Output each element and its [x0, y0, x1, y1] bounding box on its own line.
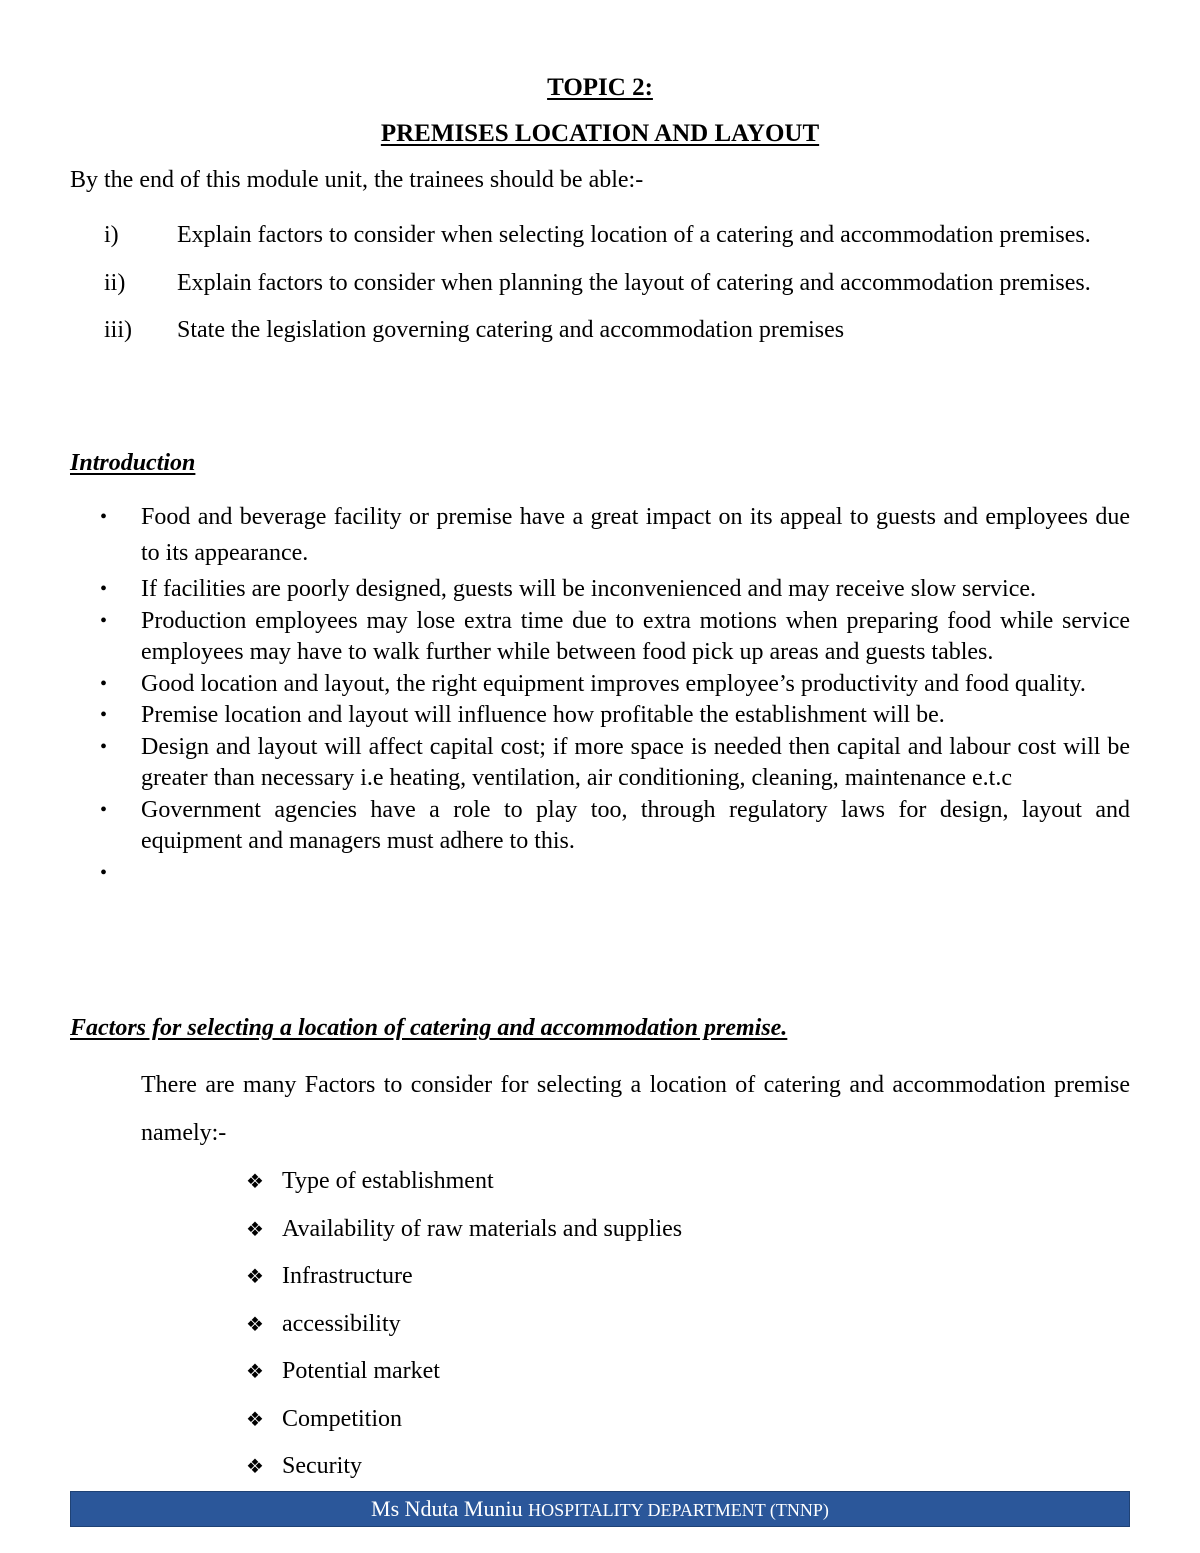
- diamond-bullet-icon: ❖: [246, 1456, 264, 1479]
- factor-text: Type of establishment: [282, 1168, 494, 1195]
- bullet-icon: •: [100, 861, 108, 884]
- introduction-heading: Introduction: [70, 450, 196, 476]
- bullet-icon: •: [100, 506, 108, 528]
- list-item: [246, 1158, 682, 1206]
- factors-list: [246, 1158, 682, 1491]
- list-item: [100, 574, 1130, 606]
- page-title: PREMISES LOCATION AND LAYOUT: [380, 120, 820, 147]
- factors-heading: Factors for selecting a location of catering and accommodation premise.: [70, 1015, 788, 1041]
- bullet-text: [141, 858, 1130, 890]
- bullet-text: Design and layout will affect capital cost; if more space is needed then capital and labour cost will be greater than necessary i.e heating, ventilation, air conditioning, cleaning, maintenance e.t.c: [141, 733, 1130, 791]
- factor-text: Infrastructure: [282, 1263, 413, 1290]
- list-item: [246, 1301, 682, 1349]
- diamond-bullet-icon: ❖: [246, 1408, 264, 1431]
- objective-number: iii): [104, 317, 132, 343]
- list-item: [100, 795, 1130, 858]
- factor-text: Competition: [282, 1405, 402, 1432]
- list-item: [246, 1348, 682, 1396]
- factor-text: accessibility: [282, 1310, 401, 1337]
- list-item: [246, 1443, 682, 1491]
- list-item: [100, 732, 1130, 795]
- objective-item: [70, 307, 1130, 355]
- bullet-icon: •: [100, 798, 108, 821]
- diamond-bullet-icon: ❖: [246, 1313, 264, 1336]
- bullet-icon: •: [100, 704, 108, 726]
- factors-intro-paragraph: There are many Factors to consider for selecting a location of catering and accommodation premise namely:-: [141, 1072, 1130, 1146]
- objective-text: State the legislation governing catering and accommodation premises: [177, 317, 845, 343]
- objective-number: i): [104, 222, 119, 248]
- page-footer: [70, 1491, 1130, 1527]
- objective-item: [70, 212, 1130, 260]
- list-item: [100, 858, 1130, 890]
- bullet-icon: •: [100, 672, 108, 695]
- list-item: [100, 499, 1130, 571]
- objective-item: [70, 260, 1130, 308]
- diamond-bullet-icon: ❖: [246, 1361, 264, 1384]
- bullet-text: If facilities are poorly designed, guests will be inconvenienced and may receive slow service.: [141, 576, 1037, 602]
- footer-author: Ms Nduta Muniu: [371, 1496, 523, 1521]
- objectives-lead: By the end of this module unit, the trainees should be able:-: [70, 167, 644, 193]
- topic-number: TOPIC 2:: [547, 74, 653, 101]
- diamond-bullet-icon: ❖: [246, 1218, 264, 1241]
- factor-text: Security: [282, 1453, 362, 1480]
- bullet-text: Food and beverage facility or premise have a great impact on its appeal to guests and employees due to its appearance.: [141, 504, 1130, 566]
- bullet-text: Good location and layout, the right equipment improves employee’s productivity and food quality.: [141, 670, 1086, 697]
- bullet-text: Premise location and layout will influence how profitable the establishment will be.: [141, 702, 945, 728]
- bullet-icon: •: [100, 609, 108, 632]
- factor-text: Availability of raw materials and supplies: [282, 1215, 683, 1242]
- list-item: [246, 1396, 682, 1444]
- list-item: [246, 1206, 682, 1254]
- diamond-bullet-icon: ❖: [246, 1171, 264, 1194]
- footer-department: HOSPITALITY DEPARTMENT (TNNP): [528, 1500, 829, 1520]
- introduction-bullet-list: [100, 499, 1130, 889]
- objective-text: Explain factors to consider when planning the layout of catering and accommodation premises.: [177, 269, 1091, 296]
- list-item: [246, 1253, 682, 1301]
- list-item: [100, 606, 1130, 669]
- list-item: [100, 700, 1130, 732]
- list-item: [100, 669, 1130, 701]
- objectives-list: [70, 212, 1130, 355]
- objective-number: ii): [104, 269, 126, 296]
- bullet-icon: •: [100, 578, 108, 600]
- bullet-text: Government agencies have a role to play too, through regulatory laws for design, layout and equipment and managers must adhere to this.: [141, 796, 1130, 854]
- bullet-icon: •: [100, 735, 108, 758]
- bullet-text: Production employees may lose extra time due to extra motions when preparing food while service employees may have to walk further while between food pick up areas and guests tables.: [141, 607, 1130, 665]
- objective-text: Explain factors to consider when selecting location of a catering and accommodation premises.: [177, 222, 1091, 248]
- diamond-bullet-icon: ❖: [246, 1266, 264, 1289]
- factor-text: Potential market: [282, 1358, 440, 1385]
